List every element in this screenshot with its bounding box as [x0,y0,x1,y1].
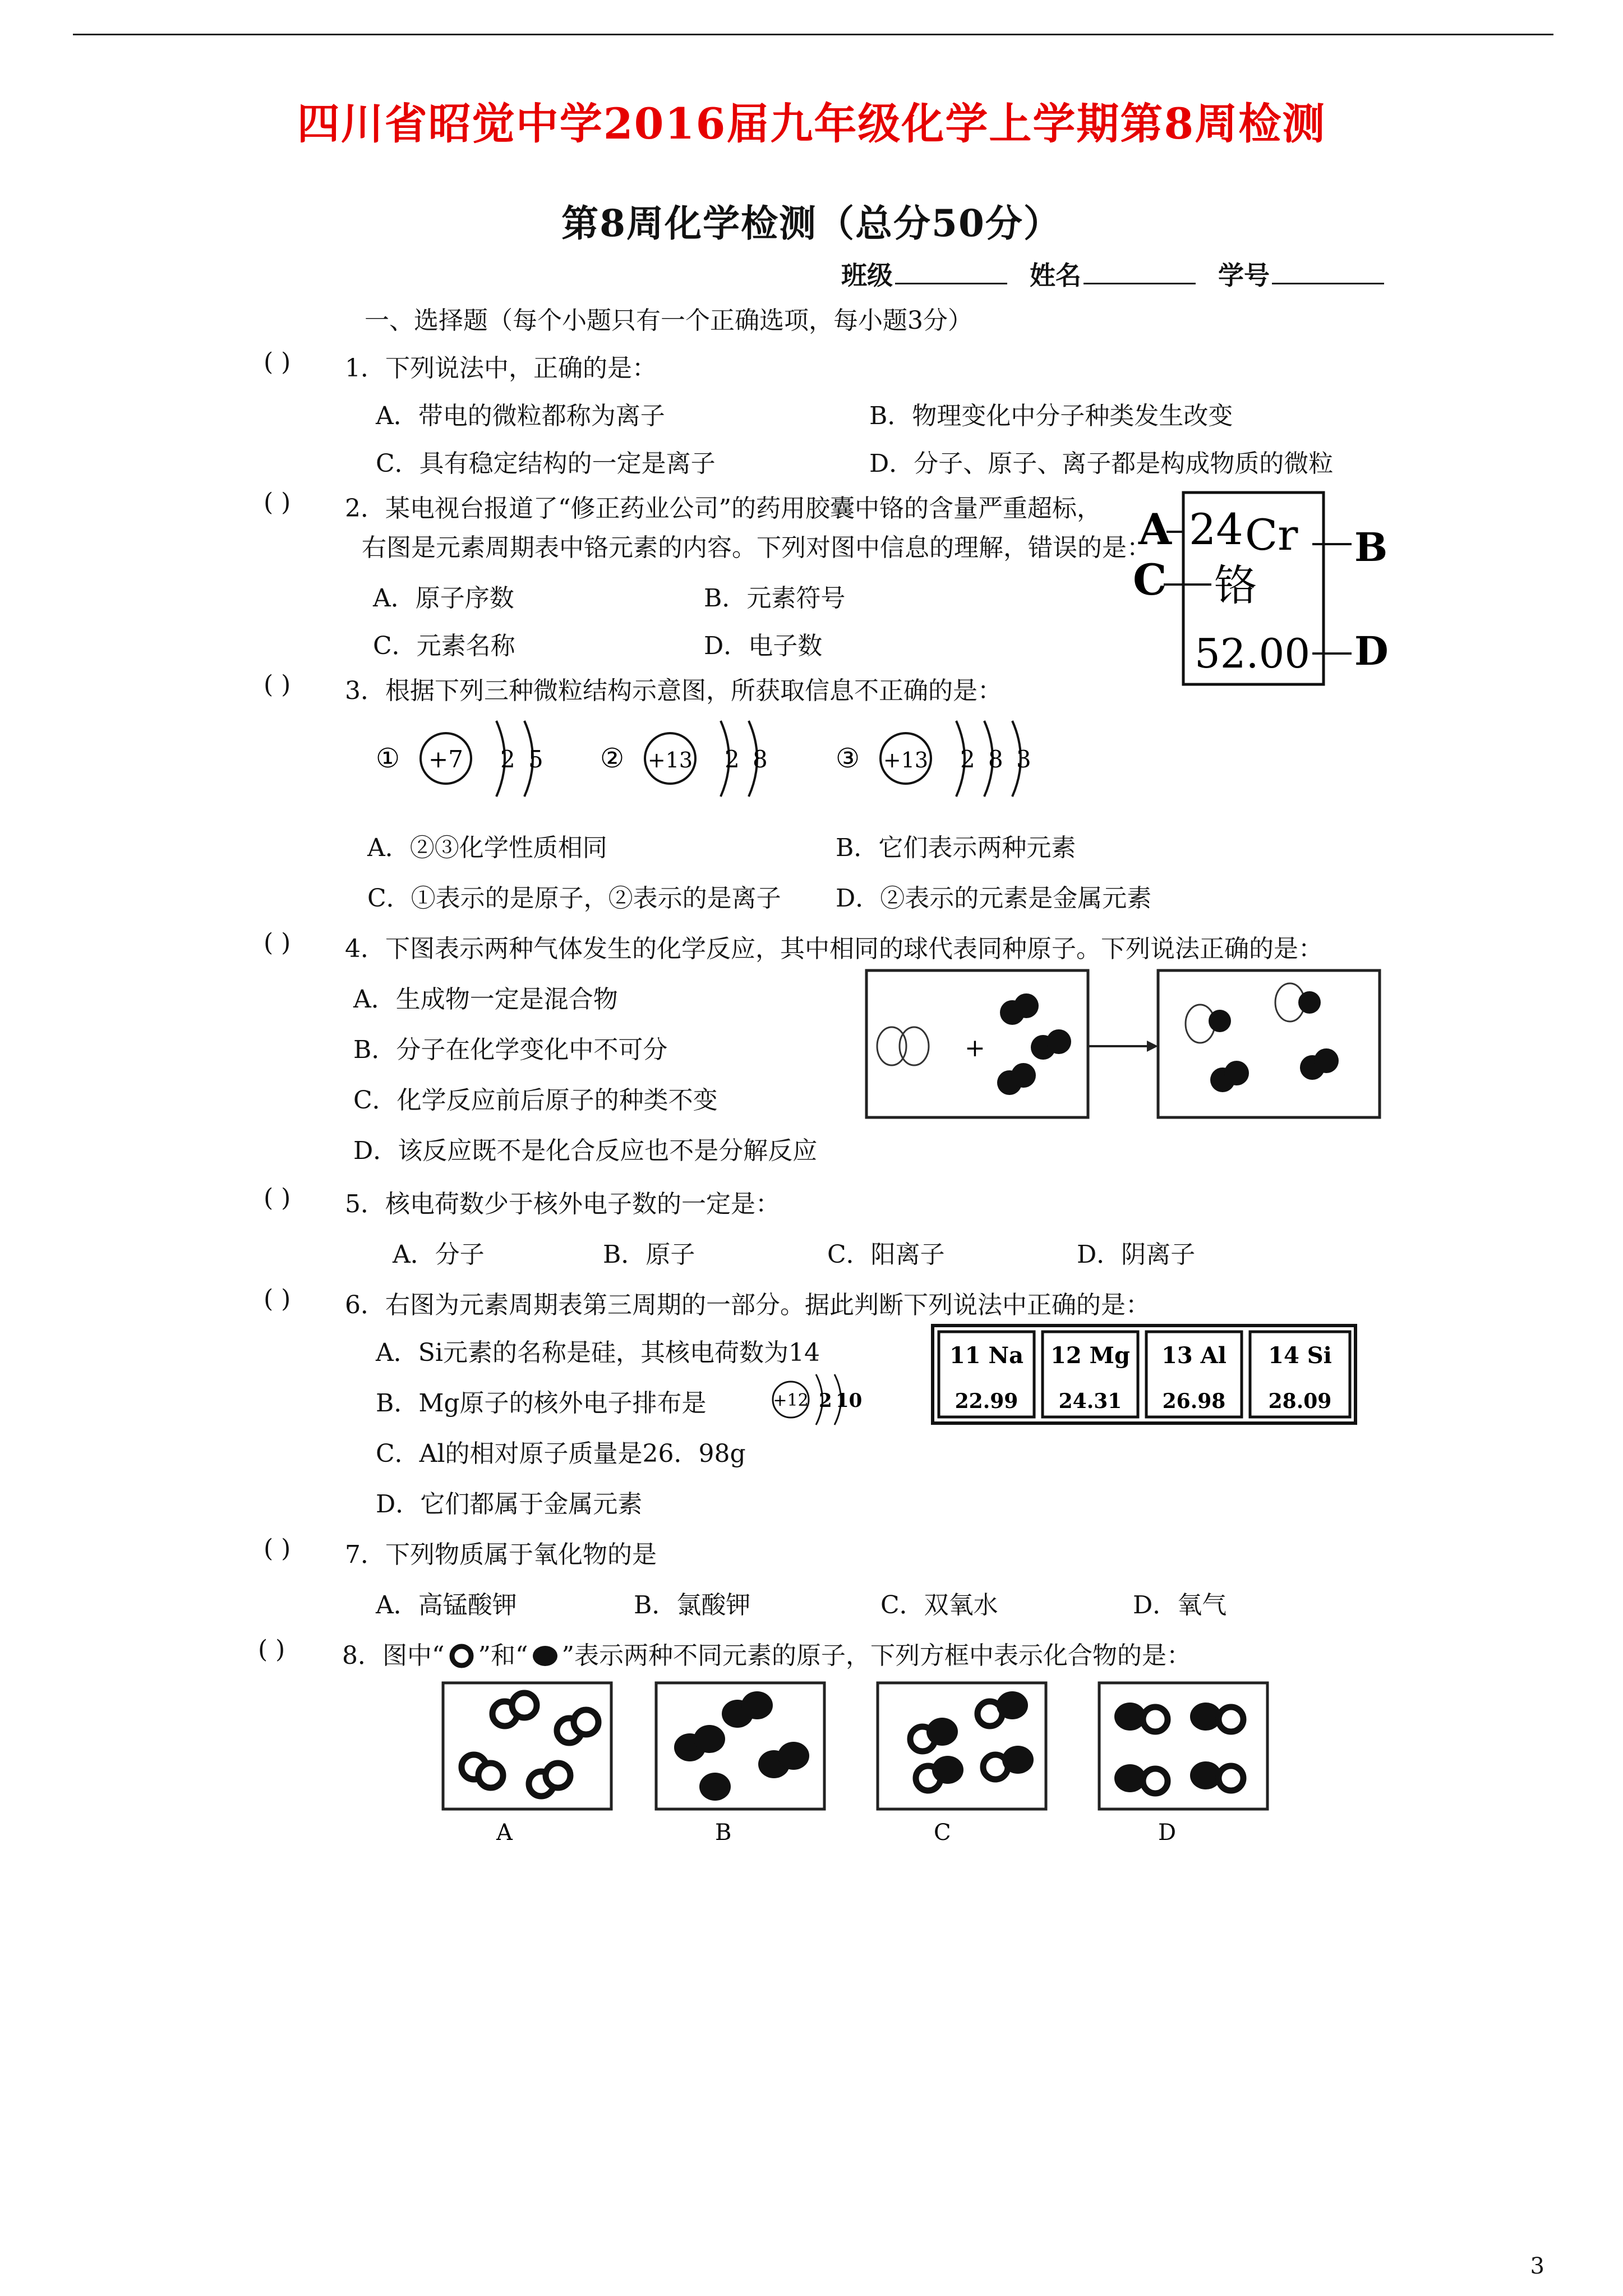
white-atom-icon [445,1644,478,1668]
q8-label-c: C [934,1820,951,1846]
section-heading: 一、选择题（每个小题只有一个正确选项，每小题3分） [365,306,972,335]
black-atom [1046,1029,1071,1054]
white-atom [1219,1766,1243,1791]
pt-na-mass: 22.99 [955,1389,1018,1413]
q5-option-b: B．原子 [603,1240,695,1269]
answer-paren-q5[interactable]: ( ) [264,1184,291,1212]
number-label: 学号 [1218,260,1270,291]
q5-option-c: C．阳离子 [827,1240,945,1269]
q4-option-b: B．分子在化学变化中不可分 [353,1036,668,1064]
q2-option-b: B．元素符号 [704,584,846,613]
pt-si-mass: 28.09 [1268,1389,1332,1413]
answer-paren-q4[interactable]: ( ) [264,928,291,957]
q2-option-d: D．电子数 [704,632,823,660]
answer-paren-q8[interactable]: ( ) [258,1635,285,1664]
white-atom [574,1710,598,1734]
element-atomic-number: 24 [1189,504,1243,554]
number-blank[interactable] [1272,260,1384,284]
product-black-atom [1224,1061,1249,1085]
q1-option-a: A．带电的微粒都称为离子 [376,402,665,430]
q4-option-a: A．生成物一定是混合物 [353,985,618,1014]
pt-si-top: 14 Si [1268,1342,1332,1369]
black-atom [1011,1063,1036,1088]
products-box [1158,970,1380,1117]
particle-1-label: ① [376,743,400,774]
q3-option-c: C．①表示的是原子，②表示的是离子 [367,884,781,913]
q5-stem: 5．核电荷数少于核外电子数的一定是： [345,1190,780,1218]
white-atom [1219,1707,1243,1732]
chromium-element-card [1127,488,1391,696]
name-label: 姓名 [1030,260,1082,291]
q4-option-c: C．化学反应前后原子的种类不变 [353,1086,718,1115]
name-blank[interactable] [1083,260,1196,284]
particle-3-label: ③ [836,743,860,774]
particle-3-diagram [836,721,1031,797]
q8-label-b: B [715,1820,732,1846]
q5-option-d: D．阴离子 [1077,1240,1196,1269]
q8-label-d: D [1158,1820,1177,1846]
q8-stem-part-1: 8．图中“ [342,1641,445,1670]
reaction-arrow-head [1147,1041,1158,1052]
black-atom [997,1691,1028,1719]
q3-option-a: A．②③化学性质相同 [367,834,607,862]
q4-option-d: D．该反应既不是化合反应也不是分解反应 [353,1137,818,1165]
q7-option-a: A．高锰酸钾 [376,1591,517,1619]
mg-nucleus: +12 [773,1391,809,1410]
q1-option-b: B．物理变化中分子种类发生改变 [869,402,1233,430]
page-title: 四川省昭觉中学2016届九年级化学上学期第8周检测 [297,99,1326,149]
q2-option-a: A．原子序数 [373,584,514,613]
product-black-atom [1298,991,1321,1014]
particle-2-diagram [600,721,768,797]
pointer-b-label: B [1354,524,1388,570]
black-atom [778,1742,809,1770]
black-atom [1014,993,1039,1018]
q6-option-d: D．它们都属于金属元素 [376,1490,643,1519]
mg-shell-2: 10 [836,1389,863,1412]
particle-1-diagram [376,721,543,797]
q7-option-c: C．双氧水 [880,1591,998,1619]
student-info-row [841,255,1398,292]
white-atom [512,1693,537,1718]
pt-al-top: 13 Al [1161,1342,1227,1369]
particle-3-shell-2: 8 [988,746,1003,773]
element-name: 铬 [1214,560,1257,610]
mg-shell-1: 2 [819,1389,832,1412]
particle-2-nucleus: +13 [647,748,693,772]
class-blank[interactable] [895,260,1007,284]
pointer-c-label: C [1133,555,1167,605]
black-atom [932,1756,963,1784]
q8-stem-part-3: ”表示两种不同元素的原子，下列方框中表示化合物的是： [561,1641,1191,1670]
q8-stem [342,1635,1191,1671]
black-atom-icon [528,1644,562,1668]
particle-3-shell-1: 2 [960,746,975,773]
atomic-structure-diagrams [376,707,1105,808]
plus-sign: + [965,1034,985,1062]
product-black-atom [1209,1010,1231,1032]
q3-option-b: B．它们表示两种元素 [836,834,1076,862]
periodic-table-row [931,1324,1357,1425]
q1-option-c: C．具有稳定结构的一定是离子 [376,449,716,478]
q6-option-a: A．Si元素的名称是硅，其核电荷数为14 [376,1338,820,1367]
q8-option-boxes [435,1680,1276,1848]
white-atom [546,1763,570,1788]
q6-option-c: C．Al的相对原子质量是26．98g [376,1439,746,1468]
q2-stem: 2．某电视台报道了“修正药业公司”的药用胶囊中铬的含量严重超标， [345,494,1101,523]
q2-stem-line2: 右图是元素周期表中铬元素的内容。下列对图中信息的理解，错误的是： [362,533,1151,562]
exam-subtitle: 第8周化学检测（总分50分） [561,201,1062,245]
particle-1-nucleus: +7 [428,746,463,773]
answer-paren-q3[interactable]: ( ) [264,670,291,699]
q3-stem: 3．根据下列三种微粒结构示意图，所获取信息不正确的是： [345,677,1002,705]
black-atom [741,1691,773,1719]
q6-option-b: B．Mg原子的核外电子排布是 [376,1389,707,1418]
class-label: 班级 [841,260,893,291]
particle-1-shell-2: 5 [528,746,543,773]
white-atom [1143,1707,1168,1732]
element-mass: 52.00 [1195,630,1311,677]
particle-2-shell-2: 8 [753,746,768,773]
q5-option-a: A．分子 [393,1240,485,1269]
particle-2-label: ② [600,743,625,774]
white-atom [1143,1769,1168,1793]
black-atom [926,1718,958,1746]
mg-electron-diagram [768,1369,880,1430]
page-number: 3 [1530,2253,1544,2279]
black-atom [699,1773,731,1801]
top-rule [73,34,1553,35]
q7-stem: 7．下列物质属于氧化物的是 [345,1540,657,1569]
answer-paren-q7[interactable]: ( ) [264,1534,291,1563]
q4-stem: 4．下图表示两种气体发生的化学反应，其中相同的球代表同种原子。下列说法正确的是： [345,935,1323,963]
pt-mg-top: 12 Mg [1050,1342,1130,1369]
answer-paren-q1[interactable]: ( ) [264,348,291,376]
particle-3-nucleus: +13 [883,748,929,772]
black-atom [694,1725,725,1753]
answer-paren-q6[interactable]: ( ) [264,1285,291,1313]
q7-option-d: D．氧气 [1133,1591,1227,1619]
pointer-a-label: A [1138,504,1172,554]
particle-3-shell-3: 3 [1016,746,1031,773]
q2-option-c: C．元素名称 [373,632,515,660]
q8-label-a: A [496,1820,513,1846]
pt-mg-mass: 24.31 [1058,1389,1122,1413]
q7-option-b: B．氯酸钾 [634,1591,751,1619]
reaction-diagram [864,968,1391,1125]
answer-paren-q2[interactable]: ( ) [264,488,291,517]
pt-na-top: 11 Na [949,1342,1024,1369]
white-atom [478,1763,503,1788]
particle-1-shell-1: 2 [500,746,515,773]
black-atom [1002,1746,1034,1774]
pt-al-mass: 26.98 [1162,1389,1226,1413]
element-symbol: Cr [1245,510,1298,560]
q3-option-d: D．②表示的元素是金属元素 [836,884,1152,913]
q1-option-d: D．分子、原子、离子都是构成物质的微粒 [869,449,1334,478]
pointer-d-label: D [1354,628,1389,674]
q8-stem-part-2: ”和“ [478,1641,528,1670]
q6-stem: 6．右图为元素周期表第三周期的一部分。据此判断下列说法中正确的是： [345,1291,1150,1319]
product-black-atom [1314,1048,1339,1073]
particle-2-shell-1: 2 [725,746,740,773]
q1-stem: 1．下列说法中，正确的是： [345,354,657,383]
